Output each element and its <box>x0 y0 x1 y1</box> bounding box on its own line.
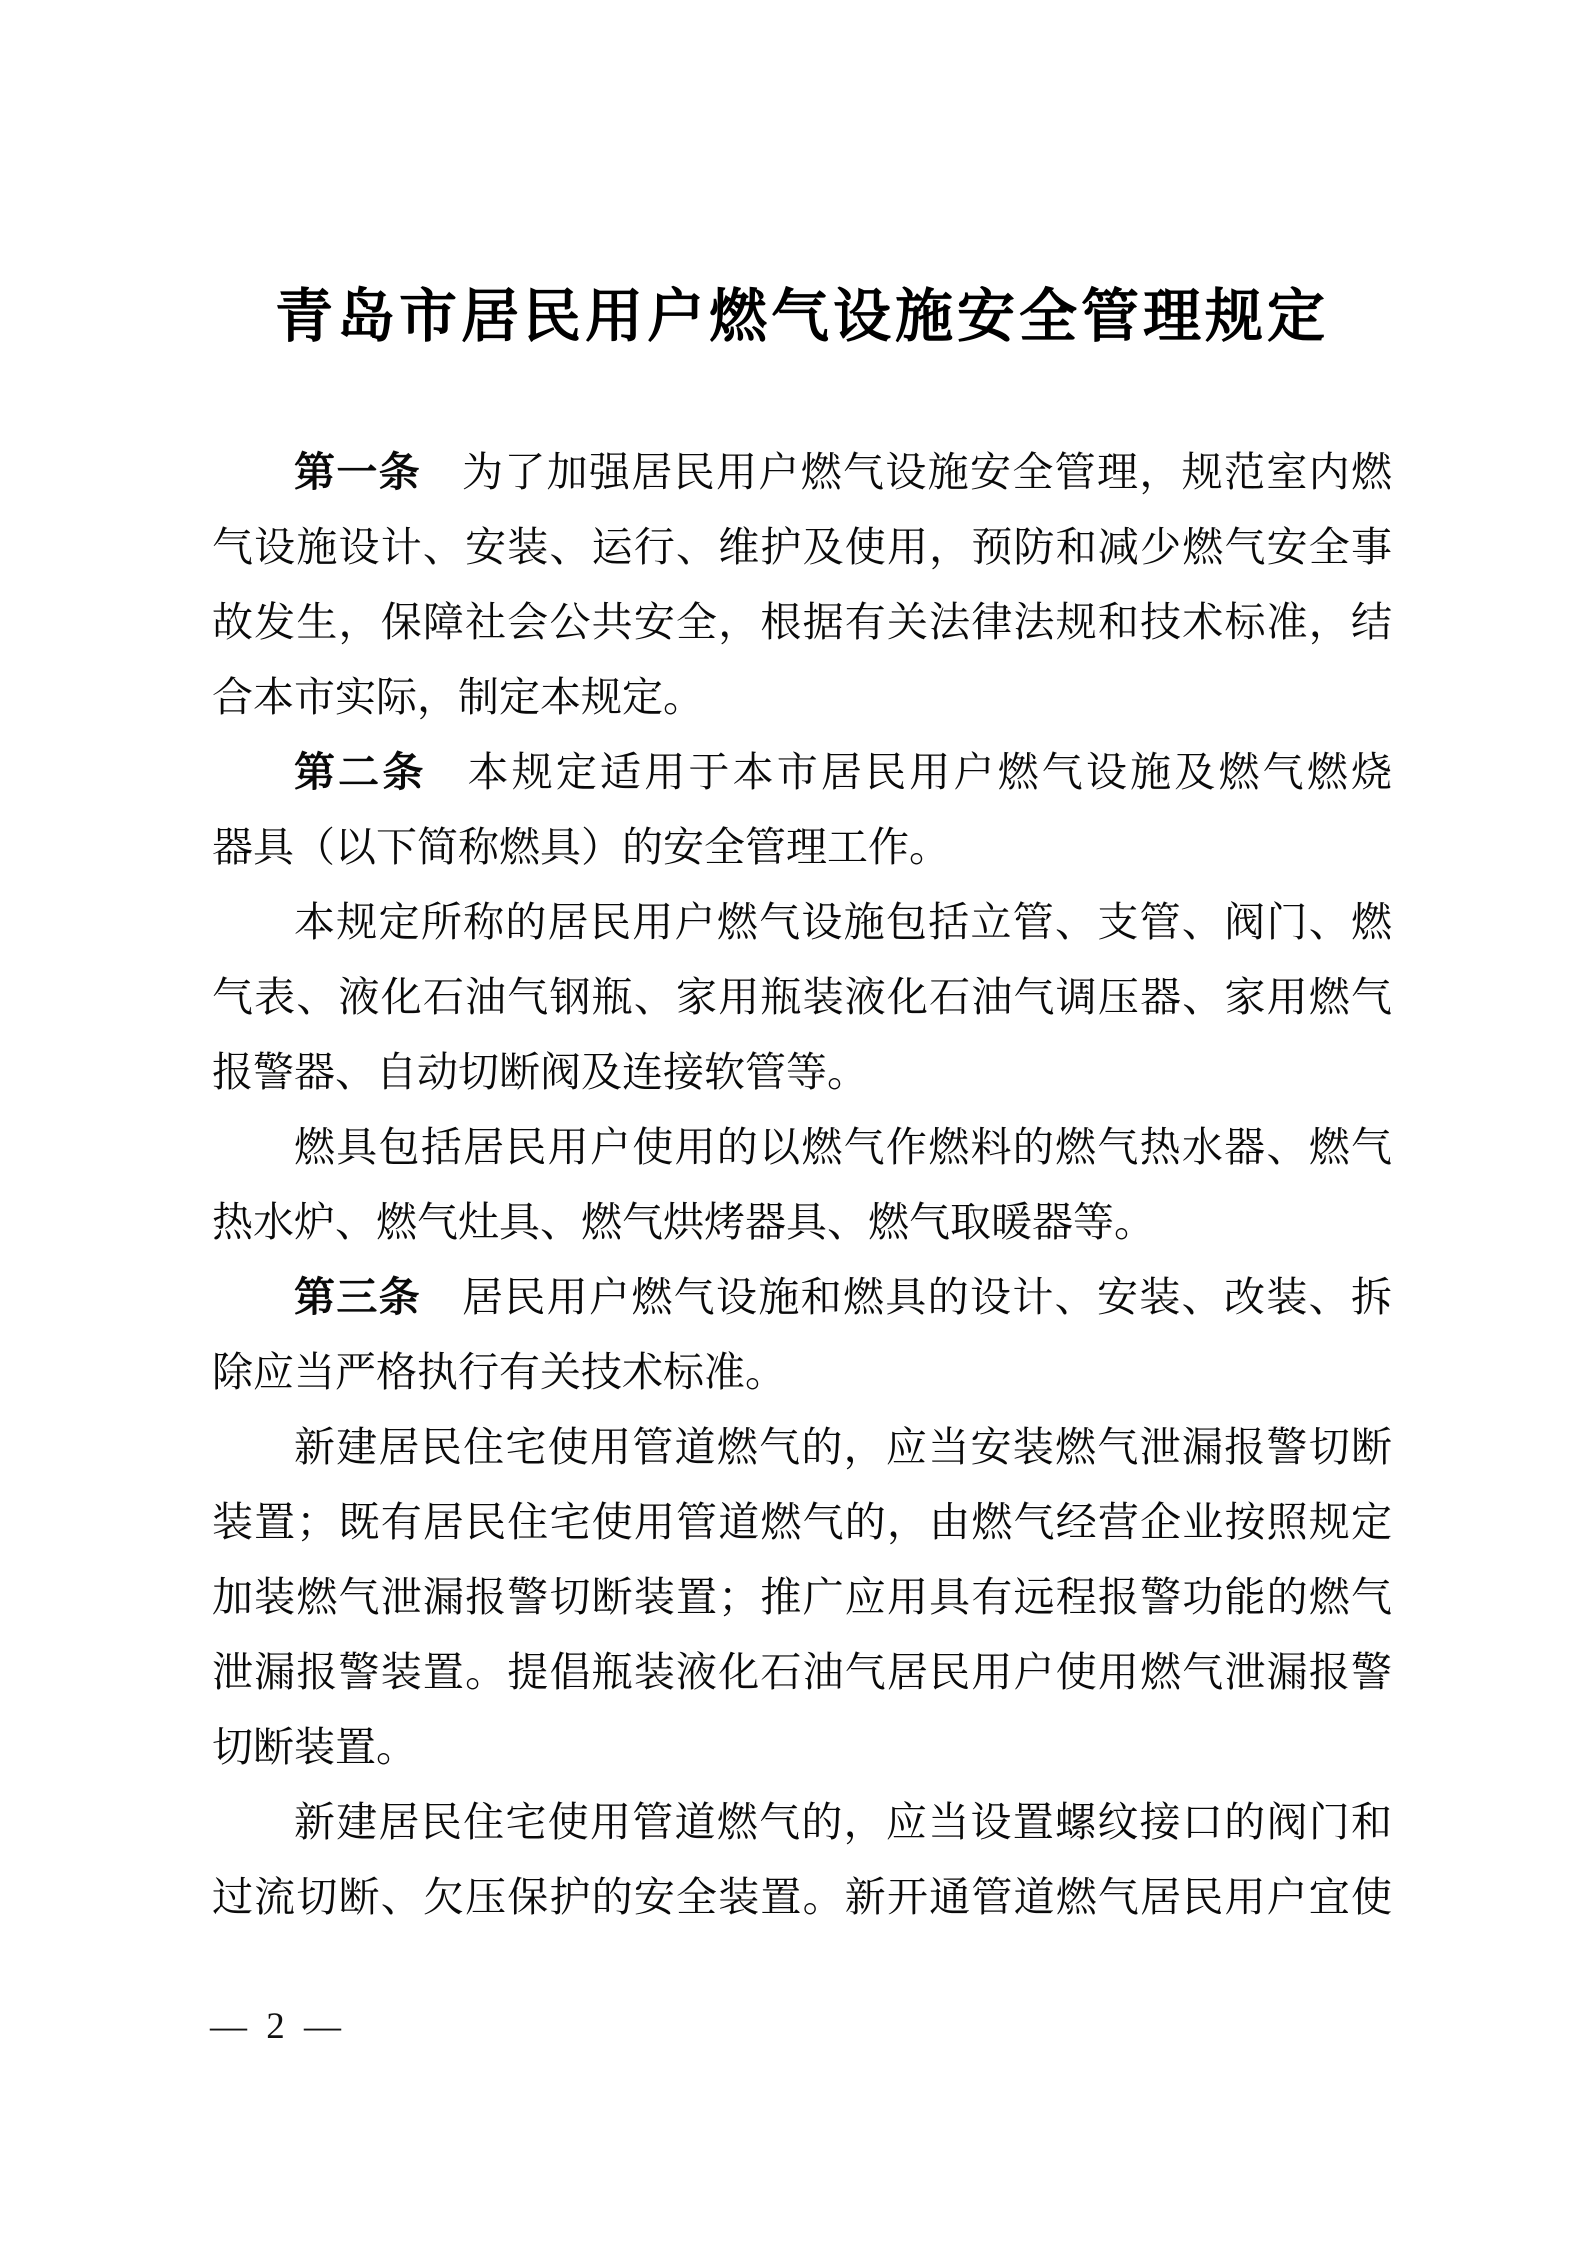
text-line <box>212 1035 1392 1110</box>
text-line <box>212 1635 1392 1710</box>
text-line <box>212 885 1392 960</box>
line-text: 新建居民住宅使用管道燃气的，应当安装燃气泄漏报警切断 <box>294 1424 1392 1470</box>
line-text: 本规定适用于本市居民用户燃气设施及燃气燃烧 <box>467 749 1393 795</box>
text-line <box>212 1560 1392 1635</box>
line-text: 切断装置。 <box>212 1724 417 1770</box>
line-text: 气表、液化石油气钢瓶、家用瓶装液化石油气调压器、家用燃气 <box>212 974 1392 1020</box>
line-text: 新建居民住宅使用管道燃气的，应当设置螺纹接口的阀门和 <box>294 1799 1392 1845</box>
text-line <box>212 1785 1392 1860</box>
text-line <box>212 1485 1392 1560</box>
line-text: 泄漏报警装置。提倡瓶装液化石油气居民用户使用燃气泄漏报警 <box>212 1649 1392 1695</box>
line-text: 报警器、自动切断阀及连接软管等。 <box>212 1049 868 1095</box>
text-line <box>212 1410 1392 1485</box>
text-line <box>212 1185 1392 1260</box>
line-text: 气设施设计、安装、运行、维护及使用，预防和减少燃气安全事 <box>212 524 1392 570</box>
text-line <box>212 960 1392 1035</box>
document-title: 青岛市居民用户燃气设施安全管理规定 <box>274 284 1329 349</box>
text-line <box>212 1710 1392 1785</box>
text-line <box>212 1860 1392 1935</box>
line-text: 加装燃气泄漏报警切断装置；推广应用具有远程报警功能的燃气 <box>212 1574 1392 1620</box>
text-line <box>212 510 1392 585</box>
text-line <box>212 735 1392 810</box>
text-line <box>212 1335 1392 1410</box>
text-line <box>212 660 1392 735</box>
line-text: 故发生，保障社会公共安全，根据有关法律法规和技术标准，结 <box>212 599 1392 645</box>
line-text: 器具（以下简称燃具）的安全管理工作。 <box>212 824 950 870</box>
text-line <box>212 1110 1392 1185</box>
article-lead: 第三条 <box>294 1274 421 1320</box>
text-line <box>212 1260 1392 1335</box>
page-number: — 2 — <box>210 2006 346 2047</box>
line-text: 为了加强居民用户燃气设施安全管理，规范室内燃 <box>462 449 1392 495</box>
text-line <box>212 810 1392 885</box>
line-text: 居民用户燃气设施和燃具的设计、安装、改装、拆 <box>462 1274 1392 1320</box>
line-text: 除应当严格执行有关技术标准。 <box>212 1349 786 1395</box>
document-body <box>212 435 1392 1935</box>
text-line <box>212 435 1392 510</box>
line-text: 燃具包括居民用户使用的以燃气作燃料的燃气热水器、燃气 <box>294 1124 1392 1170</box>
line-text: 装置；既有居民住宅使用管道燃气的，由燃气经营企业按照规定 <box>212 1499 1392 1545</box>
line-text: 合本市实际，制定本规定。 <box>212 674 704 720</box>
article-lead: 第二条 <box>294 749 427 795</box>
line-text: 热水炉、燃气灶具、燃气烘烤器具、燃气取暖器等。 <box>212 1199 1155 1245</box>
line-text: 过流切断、欠压保护的安全装置。新开通管道燃气居民用户宜使 <box>212 1874 1392 1920</box>
line-text: 本规定所称的居民用户燃气设施包括立管、支管、阀门、燃 <box>294 899 1392 945</box>
article-lead: 第一条 <box>294 449 421 495</box>
text-line <box>212 585 1392 660</box>
